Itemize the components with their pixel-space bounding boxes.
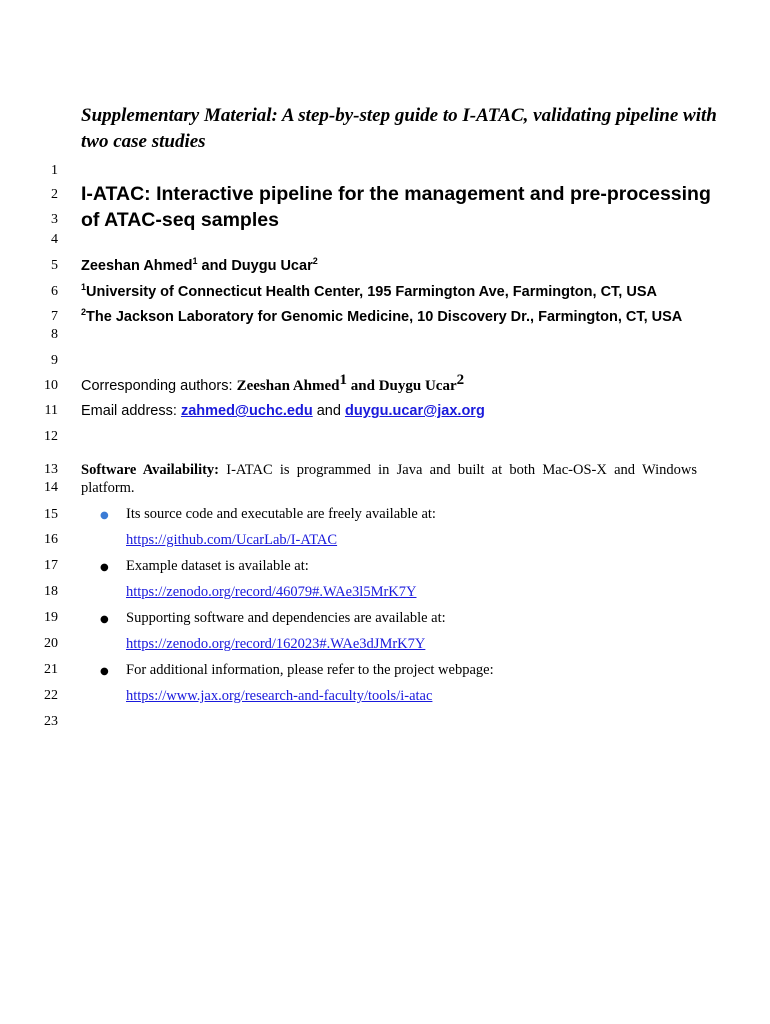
bullet-icon: ●: [100, 562, 109, 573]
line-number: 1: [51, 163, 58, 178]
example-dataset-link[interactable]: https://zenodo.org/record/46079#.WAe3l5MrK7Y: [126, 584, 417, 600]
bullet-icon: ●: [100, 666, 109, 677]
supplementary-title: Supplementary Material: A step-by-step guide to I-ATAC, validating pipeline with two case studies: [81, 105, 717, 152]
author-conjunction: and: [197, 258, 232, 274]
bullet-icon: ●: [100, 614, 109, 625]
paper-title: I-ATAC: Interactive pipeline for the management and pre-processing of ATAC-seq samples: [81, 183, 711, 231]
email-conjunction: and: [312, 403, 345, 419]
email-link-1[interactable]: zahmed@uchc.edu: [180, 403, 313, 419]
line-number: 9: [51, 353, 58, 368]
affiliation-mark: 1: [339, 372, 348, 389]
line-number: 22: [44, 688, 58, 703]
line-number: 16: [44, 532, 58, 547]
line-number: 3: [51, 212, 58, 227]
line-number: 19: [44, 610, 58, 625]
software-availability: [81, 461, 697, 497]
line-number: 2: [51, 187, 58, 202]
line-number: 18: [44, 584, 58, 599]
affiliation-text: University of Connecticut Health Center, 195 Farmington Ave, Farmington, CT, USA: [86, 284, 657, 300]
line-number: 15: [44, 507, 58, 522]
line-number: 10: [44, 378, 58, 393]
author-name: Duygu Ucar: [231, 258, 313, 274]
corresponding-conjunction: and: [347, 378, 379, 394]
affiliation-mark: 2: [312, 256, 318, 267]
line-number: 6: [51, 284, 58, 299]
affiliation-mark: 1: [81, 282, 87, 293]
affiliation-1: [81, 283, 721, 302]
software-label: Software Availability:: [81, 462, 220, 478]
project-webpage-link[interactable]: https://www.jax.org/research-and-faculty/tools/i-atac: [126, 688, 433, 704]
bullet-text: For additional information, please refer to the project webpage:: [126, 662, 494, 678]
email-label: Email address:: [81, 403, 181, 419]
author-line: [81, 257, 721, 276]
line-number: 13: [44, 462, 58, 477]
line-number: 4: [51, 232, 58, 247]
corresponding-author: Duygu Ucar: [378, 378, 457, 394]
line-number: 14: [44, 480, 58, 495]
line-number: 17: [44, 558, 58, 573]
bullet-text: Its source code and executable are freely available at:: [126, 506, 436, 522]
bullet-text: Example dataset is available at:: [126, 558, 309, 574]
corresponding-label: Corresponding authors:: [81, 378, 237, 394]
line-number: 11: [44, 403, 58, 418]
line-number: 20: [44, 636, 58, 651]
email-line: [81, 402, 741, 421]
bullet-icon: ●: [100, 510, 109, 521]
source-code-link[interactable]: https://github.com/UcarLab/I-ATAC: [126, 532, 338, 548]
software-text: I-ATAC is programmed in Java and built at both Mac-OS-X and Windows platform.: [81, 462, 697, 496]
line-number: 12: [44, 429, 58, 444]
corresponding-author: Zeeshan Ahmed: [236, 378, 340, 394]
line-number: 7: [51, 309, 58, 324]
affiliation-mark: 2: [81, 307, 87, 318]
email-link-2[interactable]: duygu.ucar@jax.org: [344, 403, 485, 419]
affiliation-mark: 2: [456, 372, 465, 389]
line-number: 8: [51, 327, 58, 342]
line-number: 5: [51, 258, 58, 273]
dependencies-link[interactable]: https://zenodo.org/record/162023#.WAe3dJMrK7Y: [126, 636, 426, 652]
line-number: 23: [44, 714, 58, 729]
affiliation-2: [81, 308, 691, 327]
affiliation-text: The Jackson Laboratory for Genomic Medicine, 10 Discovery Dr., Farmington, CT, USA: [86, 309, 683, 325]
corresponding-authors: [81, 372, 741, 396]
bullet-text: Supporting software and dependencies are available at:: [126, 610, 446, 626]
author-name: Zeeshan Ahmed: [81, 258, 193, 274]
affiliation-mark: 1: [192, 256, 198, 267]
line-number: 21: [44, 662, 58, 677]
